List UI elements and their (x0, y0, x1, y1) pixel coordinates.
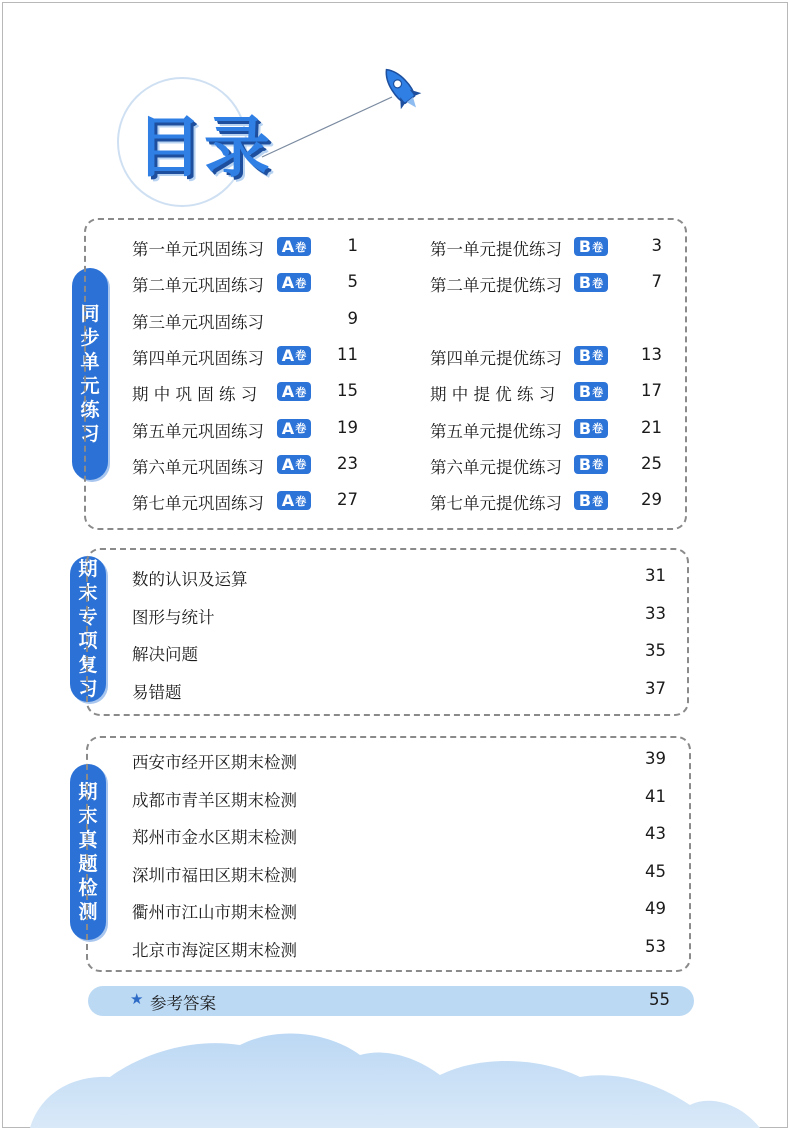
tab-char: 测 (78, 901, 98, 923)
tab-char: 复 (78, 654, 98, 676)
badge-a-volume (277, 346, 311, 365)
toc-item-title: 第五单元巩固练习 (132, 421, 264, 441)
badge-letter: A (281, 491, 295, 511)
badge-letter: B (578, 491, 592, 511)
badge-suffix: 卷 (295, 494, 307, 508)
badge-letter: A (281, 382, 295, 402)
badge-letter: A (281, 237, 295, 256)
badge-a-volume (277, 382, 311, 401)
tab-char: 题 (78, 853, 98, 875)
toc-item-title: 易错题 (132, 682, 182, 702)
toc-page-number: 45 (645, 861, 666, 881)
badge-letter: A (281, 273, 295, 293)
toc-item-title: 西安市经开区期末检测 (132, 753, 297, 772)
badge-b-volume (574, 491, 608, 510)
toc-item-title: 第三单元巩固练习 (132, 312, 264, 332)
tab-char: 末 (78, 582, 98, 604)
toc-page-number: 35 (645, 641, 666, 660)
badge-b-volume (574, 455, 608, 474)
badge-suffix: 卷 (295, 349, 307, 363)
answers-page: 55 (649, 990, 670, 1009)
toc-page-number: 31 (645, 566, 666, 585)
toc-page-number: 11 (337, 344, 358, 364)
toc-page-number: 9 (347, 308, 358, 328)
badge-letter: A (281, 454, 295, 474)
section-box-sync-practice (84, 218, 687, 530)
toc-item-title: 解决问题 (132, 645, 198, 664)
toc-page-number: 13 (641, 344, 662, 364)
rocket-icon (250, 65, 440, 165)
answers-label: 参考答案 (150, 994, 216, 1013)
badge-suffix: 卷 (295, 385, 307, 399)
badge-letter: B (578, 418, 592, 438)
toc-page-number: 37 (645, 678, 666, 698)
badge-letter: B (578, 273, 592, 293)
toc-item-title: 深圳市福田区期末检测 (132, 865, 297, 885)
cloud-decoration (0, 1015, 790, 1130)
badge-suffix: 卷 (592, 385, 604, 399)
toc-page-number: 21 (641, 417, 662, 437)
toc-page-number: 25 (641, 453, 662, 473)
toc-item-title: 衢州市江山市期末检测 (132, 903, 297, 922)
badge-suffix: 卷 (592, 349, 604, 363)
badge-letter: A (281, 345, 295, 365)
tab-char: 专 (78, 606, 98, 628)
toc-page-number: 17 (641, 381, 662, 401)
toc-item-title: 第七单元提优练习 (430, 494, 562, 514)
badge-b-volume (574, 419, 608, 438)
toc-item-title: 成都市青羊区期末检测 (132, 790, 297, 810)
badge-suffix: 卷 (592, 458, 604, 472)
toc-page-number: 49 (645, 899, 666, 918)
toc-item-title: 第四单元巩固练习 (132, 348, 264, 368)
badge-letter: B (578, 237, 592, 256)
toc-page-number: 7 (651, 272, 662, 292)
tab-char: 同 (80, 303, 100, 325)
toc-page-number: 5 (347, 272, 358, 292)
toc-item-title: 期 中 提 优 练 习 (430, 385, 556, 405)
badge-suffix: 卷 (592, 240, 604, 254)
toc-item-title: 第六单元提优练习 (430, 457, 562, 477)
badge-a-volume (277, 273, 311, 292)
tab-char: 真 (78, 829, 98, 851)
badge-suffix: 卷 (592, 494, 604, 508)
toc-item-title: 第六单元巩固练习 (132, 457, 264, 477)
toc-item-title: 第四单元提优练习 (430, 348, 562, 368)
toc-page-number: 29 (641, 490, 662, 510)
toc-item-title: 郑州市金水区期末检测 (132, 828, 297, 847)
answers-bar[interactable] (88, 986, 694, 1016)
badge-b-volume (574, 382, 608, 401)
tab-char: 习 (78, 678, 98, 700)
badge-letter: B (578, 345, 592, 365)
badge-letter: B (578, 454, 592, 474)
tab-char: 项 (78, 630, 98, 652)
tab-char: 期 (78, 558, 98, 580)
tab-char: 步 (80, 327, 100, 349)
toc-page-number: 19 (337, 417, 358, 437)
badge-a-volume (277, 455, 311, 474)
badge-suffix: 卷 (295, 276, 307, 290)
toc-page-number: 1 (347, 236, 358, 255)
page-title: 目录 (136, 109, 272, 186)
badge-a-volume (277, 237, 311, 256)
tab-char: 习 (80, 423, 100, 445)
badge-a-volume (277, 419, 311, 438)
toc-page-number: 53 (645, 936, 666, 956)
tab-char: 单 (80, 351, 100, 373)
toc-item-title: 第一单元提优练习 (430, 240, 562, 259)
badge-suffix: 卷 (295, 422, 307, 435)
badge-letter: A (281, 418, 295, 438)
badge-suffix: 卷 (295, 240, 307, 254)
badge-b-volume (574, 346, 608, 365)
tab-char: 期 (78, 781, 98, 803)
toc-item-title: 图形与统计 (132, 607, 215, 627)
toc-page-number: 33 (645, 603, 666, 623)
toc-item-title: 第七单元巩固练习 (132, 494, 264, 514)
toc-item-title: 数的认识及运算 (132, 570, 248, 589)
tab-char: 检 (78, 877, 98, 899)
tab-char: 元 (80, 375, 100, 397)
toc-item-title: 第二单元提优练习 (430, 276, 562, 296)
badge-suffix: 卷 (592, 422, 604, 435)
toc-item-title: 第五单元提优练习 (430, 421, 562, 441)
toc-item-title: 北京市海淀区期末检测 (132, 940, 297, 960)
toc-item-title: 第二单元巩固练习 (132, 276, 264, 296)
toc-item-title: 期 中 巩 固 练 习 (132, 385, 258, 405)
badge-suffix: 卷 (592, 276, 604, 290)
badge-letter: B (578, 382, 592, 402)
toc-page-number: 15 (337, 381, 358, 401)
tab-char: 练 (80, 399, 100, 421)
toc-page-number: 27 (337, 490, 358, 510)
star-icon: ★ (130, 990, 144, 1008)
badge-suffix: 卷 (295, 458, 307, 472)
toc-page-number: 39 (645, 749, 666, 768)
toc-item-title: 第一单元巩固练习 (132, 240, 264, 259)
toc-page-number: 41 (645, 786, 666, 806)
badge-b-volume (574, 273, 608, 292)
badge-b-volume (574, 237, 608, 256)
toc-page-number: 43 (645, 824, 666, 843)
toc-page-number: 23 (337, 453, 358, 473)
toc-page-number: 3 (651, 236, 662, 255)
badge-a-volume (277, 491, 311, 510)
tab-char: 末 (78, 805, 98, 827)
